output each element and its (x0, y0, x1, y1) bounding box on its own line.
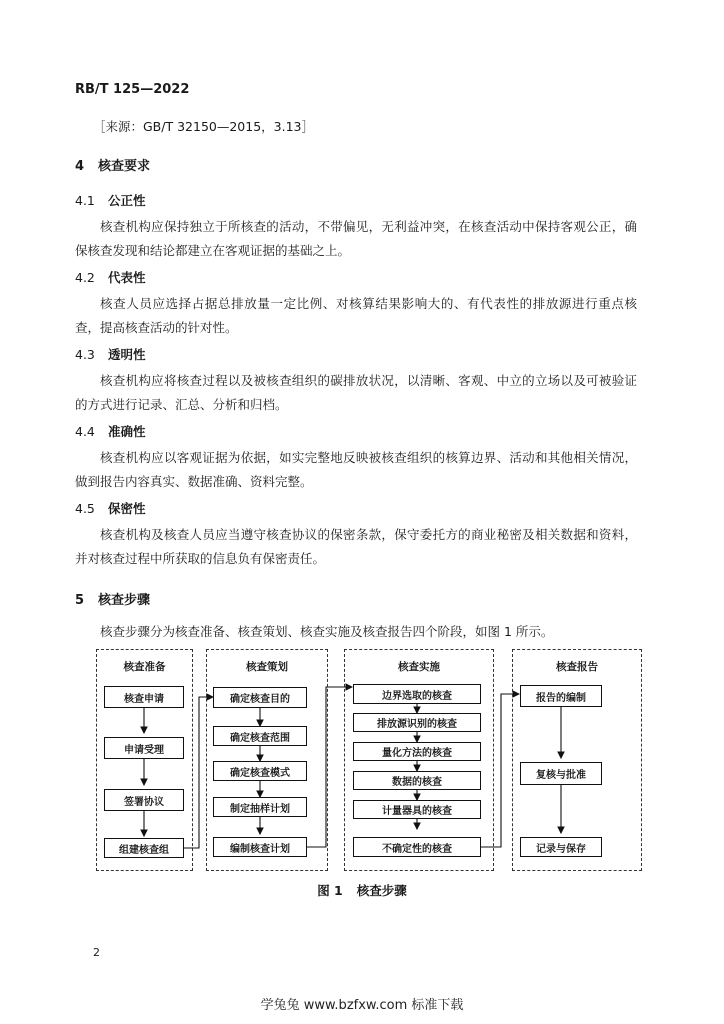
step-apply: 核查申请 (104, 686, 184, 708)
step-mode: 确定核查模式 (213, 761, 307, 781)
clause-4-1-text: 核查机构应保持独立于所核查的活动，不带偏见，无利益冲突，在核查活动中保持客观公正，确保核查发现和结论都建立在客观证据的基础之上。 (75, 219, 637, 258)
clause-number: 4.3 (75, 347, 95, 362)
page-number: 2 (93, 946, 100, 959)
stage-title: 核查策划 (246, 661, 288, 673)
clause-4-2-text: 核查人员应选择占据总排放量一定比例、对核算结果影响大的、有代表性的排放源进行重点核查，提高核查活动的针对性。 (75, 296, 637, 335)
step-boundary-check: 边界选取的核查 (353, 684, 481, 704)
clause-4-3-heading (75, 345, 146, 363)
watermark-footer: 学兔兔 www.bzfxw.com 标准下载 (260, 998, 464, 1013)
clause-title: 公正性 (108, 193, 146, 208)
doc-code: RB/T 125—2022 (75, 82, 190, 97)
step-meter-check: 计量器具的核查 (353, 800, 481, 819)
step-review-approve: 复核与批准 (520, 762, 602, 785)
source-note: ［来源：GB/T 32150—2015，3.13］ (93, 119, 314, 134)
section-4-heading (75, 155, 150, 174)
figure-label: 图 1 (317, 883, 343, 898)
stage-title: 核查实施 (398, 661, 440, 673)
section-number: 5 (75, 593, 85, 608)
step-verification-plan: 编制核查计划 (213, 837, 307, 857)
step-scope: 确定核查范围 (213, 726, 307, 746)
step-uncertainty-check: 不确定性的核查 (353, 837, 481, 857)
section-number: 4 (75, 159, 85, 174)
clause-title: 代表性 (108, 270, 146, 285)
step-sampling-plan: 制定抽样计划 (213, 797, 307, 817)
step-sign-agreement: 签署协议 (104, 789, 184, 811)
step-report-compile: 报告的编制 (520, 685, 602, 707)
step-purpose: 确定核查目的 (213, 687, 307, 708)
step-method-check: 量化方法的核查 (353, 742, 481, 761)
step-accept: 申请受理 (104, 737, 184, 759)
clause-number: 4.1 (75, 193, 95, 208)
clause-title: 透明性 (108, 347, 146, 362)
clause-4-4-heading (75, 422, 146, 440)
clause-title: 准确性 (108, 424, 146, 439)
process-flowchart (96, 649, 642, 871)
section-title: 核查步骤 (98, 593, 151, 608)
figure-title: 核查步骤 (356, 883, 407, 898)
step-record-keep: 记录与保存 (520, 837, 602, 857)
clause-4-4-text: 核查机构应以客观证据为依据，如实完整地反映被核查组织的核算边界、活动和其他相关情况，做到报告内容真实、数据准确、资料完整。 (75, 450, 637, 489)
clause-4-5-heading (75, 499, 146, 517)
section-5-heading (75, 589, 150, 608)
section-title: 核查要求 (98, 159, 151, 174)
stage-title: 核查报告 (556, 661, 598, 673)
clause-title: 保密性 (108, 501, 146, 516)
figure-caption (0, 881, 724, 899)
clause-number: 4.4 (75, 424, 95, 439)
clause-4-1-heading (75, 191, 146, 209)
clause-4-2-heading (75, 268, 146, 286)
clause-number: 4.5 (75, 501, 95, 516)
clause-4-5-text: 核查机构及核查人员应当遵守核查协议的保密条款，保守委托方的商业秘密及相关数据和资料，并对核查过程中所获取的信息负有保密责任。 (75, 527, 637, 566)
step-form-team: 组建核查组 (104, 838, 184, 858)
clause-4-3-text: 核查机构应将核查过程以及被核查组织的碳排放状况，以清晰、客观、中立的立场以及可被验证的方式进行记录、汇总、分析和归档。 (75, 373, 637, 412)
step-source-check: 排放源识别的核查 (353, 713, 481, 732)
stage-title: 核查准备 (123, 661, 166, 673)
section-5-intro: 核查步骤分为核查准备、核查策划、核查实施及核查报告四个阶段，如图 1 所示。 (100, 624, 554, 639)
step-data-check: 数据的核查 (353, 771, 481, 790)
clause-number: 4.2 (75, 270, 95, 285)
